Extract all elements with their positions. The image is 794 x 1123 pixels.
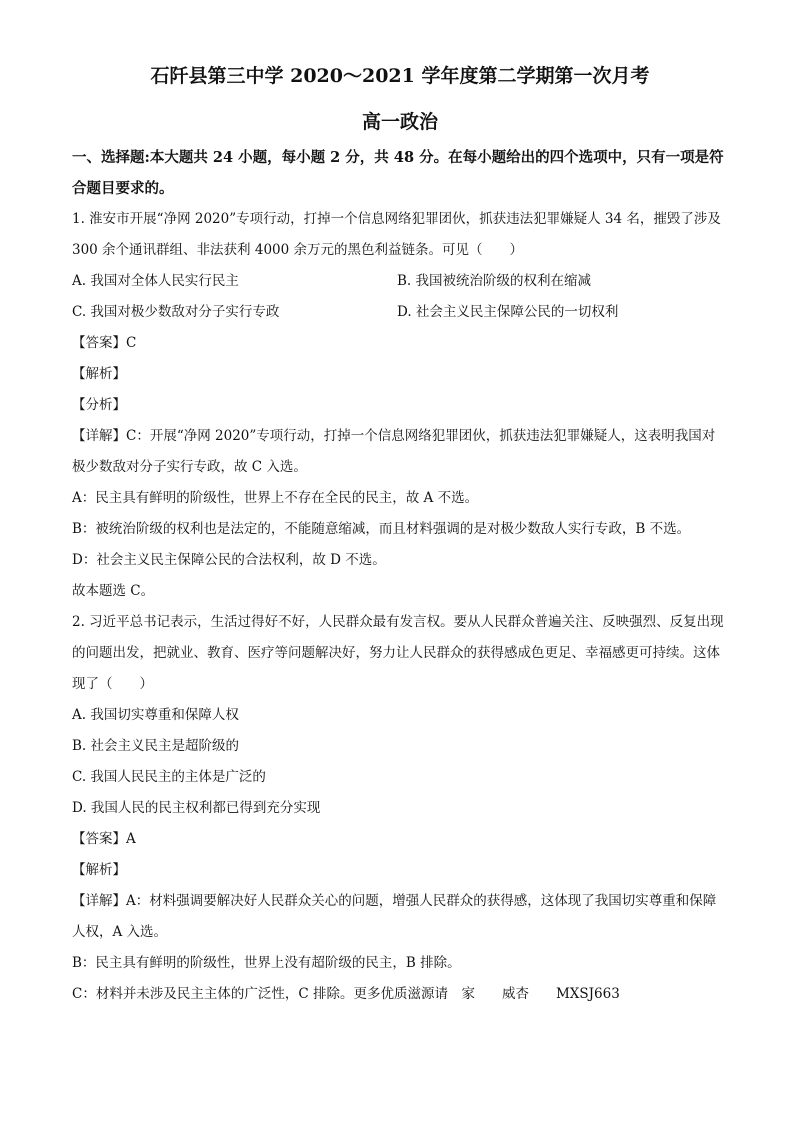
question-1-options-row-2 [72,297,728,328]
answer-value: C [126,335,137,351]
question-2-line-c: C：材料并未涉及民主主体的广泛性，C 排除。更多优质滋源请 家 威杏 MXSJ663 [72,986,620,1002]
question-1-conclusion: 故本题选 C。 [72,583,155,599]
question-2-stem: 2. 习近平总书记表示，生活过得好不好，人民群众最有发言权。要从人民群众普遍关注、反映强烈、反复出现的问题出发，把就业、教育、医疗等问题解决好，努力让人民群众的获得感成色更足、幸福感更可持续。这体现了（ ） [72,614,724,692]
section-heading: 一、选择题:本大题共 24 小题，每小题 2 分，共 48 分。在每小题给出的四个选项中，只有一项是符合题目要求的。 [72,149,724,197]
question-2-option-c: C. 我国人民民主的主体是广泛的 [72,769,266,785]
question-2-option-a: A. 我国切实尊重和保障人权 [72,707,239,723]
question-2-detail [72,886,728,948]
question-1-option-c: C. 我国对极少数敌对分子实行专政 [72,304,280,320]
detail-text: C：开展“净网 2020”专项行动，打掉一个信息网络犯罪团伙，抓获违法犯罪嫌疑人，这表明我国对极少数敌对分子实行专政，故 C 入选。 [72,428,716,475]
question-1-fenxi-label: 【分析】 [72,397,126,413]
question-2-option-b: B. 社会主义民主是超阶级的 [72,738,240,754]
question-1-analysis-label: 【解析】 [72,366,126,382]
question-2-answer [72,824,728,855]
question-1-option-a: A. 我国对全体人民实行民主 [72,273,239,289]
document-page [72,62,728,1010]
question-1-line-d: D：社会主义民主保障公民的合法权利，故 D 不选。 [72,552,386,568]
question-1-option-b: B. 我国被统治阶级的权利在缩减 [397,273,592,289]
question-1-line-a: A：民主具有鲜明的阶级性，世界上不存在全民的民主，故 A 不选。 [72,490,479,506]
question-1-options-row-1 [72,266,728,297]
answer-value: A [126,831,136,847]
question-1-stem: 1. 淮安市开展“净网 2020”专项行动，打掉一个信息网络犯罪团伙，抓获违法犯罪嫌疑人 34 名，摧毁了涉及 300 余个通讯群组、非法获利 4000 余万元的黑色利益链条。可见（ ） [72,211,721,258]
question-2-analysis-label: 【解析】 [72,862,126,878]
question-2-line-b: B：民主具有鲜明的阶级性，世界上没有超阶级的民主，B 排除。 [72,955,461,971]
question-2-option-d: D. 我国人民的民主权利都已得到充分实现 [72,800,321,816]
page-subtitle: 高一政治 [361,111,438,133]
answer-label: 【答案】 [72,335,126,351]
question-1-line-b: B：被统治阶级的权利也是法定的，不能随意缩减，而且材料强调的是对极少数敌人实行专政，B 不选。 [72,521,691,537]
answer-label: 【答案】 [72,831,126,847]
question-1-detail [72,421,728,483]
detail-text: A：材料强调要解决好人民群众关心的问题，增强人民群众的获得感，这体现了我国切实尊重和保障人权，A 入选。 [72,893,717,940]
question-1-option-d: D. 社会主义民主保障公民的一切权利 [397,304,619,320]
detail-label: 【详解】 [72,893,126,909]
question-1-answer [72,328,728,359]
page-title: 石阡县第三中学 2020～2021 学年度第二学期第一次月考 [150,65,650,87]
detail-label: 【详解】 [72,428,126,444]
